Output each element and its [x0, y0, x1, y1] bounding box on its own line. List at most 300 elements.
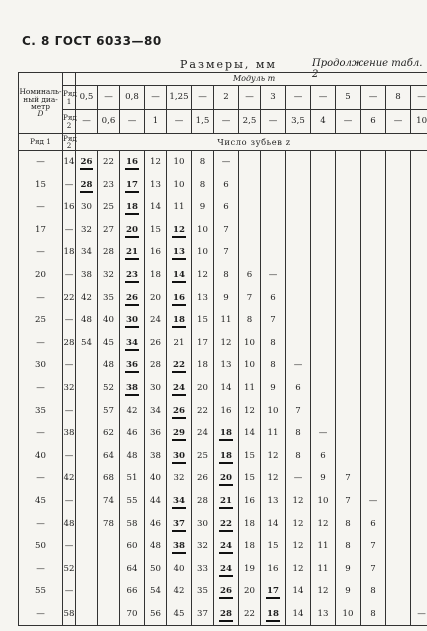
teeth-count-cell: [386, 558, 411, 581]
teeth-count-cell: 34: [167, 490, 192, 513]
teeth-count-cell: [361, 264, 386, 287]
teeth-count-cell: [411, 241, 427, 264]
diameter-row1-cell: 55: [19, 580, 63, 603]
teeth-count-cell: [336, 196, 361, 219]
table-row: [19, 241, 427, 264]
teeth-count-cell: 10: [261, 400, 286, 423]
teeth-count-cell: 8: [192, 151, 214, 174]
teeth-count-cell: [411, 264, 427, 287]
table-row: [19, 513, 427, 536]
teeth-count-cell: 38: [76, 264, 98, 287]
teeth-count-cell: [336, 241, 361, 264]
teeth-count-cell: 8: [214, 264, 239, 287]
diameter-row2-cell: 48: [63, 513, 76, 536]
teeth-count-cell: [411, 422, 427, 445]
teeth-count-cell: 6: [261, 287, 286, 310]
teeth-count-cell: —: [286, 354, 311, 377]
teeth-count-cell: [311, 219, 336, 242]
teeth-count-cell: 6: [286, 377, 311, 400]
teeth-count-cell: 11: [311, 558, 336, 581]
teeth-count-cell: 20: [239, 580, 261, 603]
teeth-count-cell: 14: [167, 264, 192, 287]
diameter-row1-cell: —: [19, 332, 63, 355]
module-value-row2: —: [386, 110, 411, 134]
teeth-count-cell: [386, 422, 411, 445]
teeth-count-cell: [361, 445, 386, 468]
teeth-count-cell: [386, 151, 411, 174]
teeth-count-cell: 29: [167, 422, 192, 445]
teeth-count-cell: 64: [120, 558, 145, 581]
table-row: [19, 445, 427, 468]
teeth-count-cell: [386, 196, 411, 219]
teeth-count-cell: —: [261, 264, 286, 287]
teeth-count-cell: 23: [98, 174, 120, 197]
teeth-count-cell: 24: [214, 558, 239, 581]
table-row: [19, 264, 427, 287]
teeth-count-cell: [311, 264, 336, 287]
module-value-row1: 0,5: [76, 86, 98, 110]
teeth-count-cell: 6: [214, 174, 239, 197]
teeth-count-cell: 32: [98, 264, 120, 287]
teeth-count-cell: 11: [167, 196, 192, 219]
teeth-count-cell: [386, 332, 411, 355]
table-row: [19, 332, 427, 355]
module-value-row1: 0,8: [120, 86, 145, 110]
teeth-count-cell: 20: [145, 287, 167, 310]
teeth-count-cell: 34: [145, 400, 167, 423]
teeth-count-cell: 38: [167, 535, 192, 558]
teeth-count-cell: 8: [286, 422, 311, 445]
teeth-count-cell: [336, 354, 361, 377]
module-value-row2: —: [76, 110, 98, 134]
teeth-count-cell: [411, 400, 427, 423]
teeth-count-cell: 14: [286, 580, 311, 603]
teeth-count-cell: 20: [214, 467, 239, 490]
diameter-row1-cell: —: [19, 603, 63, 626]
teeth-count-cell: [336, 309, 361, 332]
teeth-count-cell: 9: [336, 580, 361, 603]
diameter-row1-cell: —: [19, 241, 63, 264]
teeth-count-cell: [261, 151, 286, 174]
teeth-count-cell: [239, 219, 261, 242]
teeth-count-cell: 10: [311, 490, 336, 513]
teeth-count-cell: [98, 603, 120, 626]
teeth-count-cell: [76, 467, 98, 490]
teeth-count-cell: 7: [286, 400, 311, 423]
diameter-row2-cell: —: [63, 354, 76, 377]
teeth-count-cell: 10: [192, 241, 214, 264]
teeth-count-cell: 38: [145, 445, 167, 468]
teeth-count-cell: 28: [76, 174, 98, 197]
teeth-count-cell: [98, 580, 120, 603]
teeth-count-cell: 46: [145, 513, 167, 536]
teeth-count-cell: 16: [167, 287, 192, 310]
teeth-count-cell: 10: [192, 219, 214, 242]
teeth-count-cell: 18: [145, 264, 167, 287]
teeth-count-cell: [286, 264, 311, 287]
teeth-count-cell: 38: [120, 377, 145, 400]
teeth-count-cell: 60: [120, 535, 145, 558]
teeth-count-cell: 14: [239, 422, 261, 445]
teeth-count-cell: 17: [261, 580, 286, 603]
teeth-count-cell: [76, 603, 98, 626]
diameter-row1-cell: 50: [19, 535, 63, 558]
teeth-count-cell: [361, 377, 386, 400]
teeth-count-cell: 25: [192, 445, 214, 468]
teeth-count-cell: 30: [76, 196, 98, 219]
teeth-count-cell: 22: [98, 151, 120, 174]
diameter-row2-cell: —: [63, 580, 76, 603]
teeth-count-cell: 23: [120, 264, 145, 287]
module-value-row1: —: [98, 86, 120, 110]
module-value-row1: —: [145, 86, 167, 110]
teeth-count-cell: 8: [361, 580, 386, 603]
diameter-row2-cell: —: [63, 490, 76, 513]
teeth-count-cell: [361, 287, 386, 310]
module-value-row1: 2: [214, 86, 239, 110]
diameter-row1-cell: 35: [19, 400, 63, 423]
diameter-row1-cell: 25: [19, 309, 63, 332]
teeth-count-cell: 26: [145, 332, 167, 355]
table-row: [19, 219, 427, 242]
teeth-count-cell: 22: [239, 603, 261, 626]
table-row: [19, 174, 427, 197]
module-value-row1: 5: [336, 86, 361, 110]
teeth-count-cell: 24: [214, 535, 239, 558]
diameter-row2-cell: —: [63, 400, 76, 423]
row2-short-label: Ряд 2: [63, 133, 77, 150]
teeth-count-cell: 14: [261, 513, 286, 536]
module-value-row2: 10: [411, 110, 427, 134]
teeth-count-cell: [336, 151, 361, 174]
teeth-count-cell: 33: [192, 558, 214, 581]
teeth-count-cell: [261, 241, 286, 264]
teeth-count-cell: 13: [214, 354, 239, 377]
teeth-count-cell: 26: [76, 151, 98, 174]
teeth-count-cell: 18: [261, 603, 286, 626]
teeth-count-cell: 7: [214, 241, 239, 264]
teeth-count-cell: 18: [120, 196, 145, 219]
teeth-count-cell: 46: [120, 422, 145, 445]
teeth-count-cell: —: [214, 151, 239, 174]
teeth-count-cell: 8: [361, 603, 386, 626]
teeth-count-cell: [411, 377, 427, 400]
diameter-row1-cell: —: [19, 377, 63, 400]
module-value-row2: —: [120, 110, 145, 134]
teeth-count-cell: [336, 400, 361, 423]
teeth-count-cell: 14: [145, 196, 167, 219]
teeth-count-cell: 55: [120, 490, 145, 513]
module-header: Модуль m: [76, 73, 427, 86]
teeth-count-cell: 64: [98, 445, 120, 468]
teeth-count-cell: [311, 332, 336, 355]
teeth-count-cell: [386, 377, 411, 400]
teeth-count-cell: 28: [214, 603, 239, 626]
diameter-row1-cell: —: [19, 422, 63, 445]
teeth-count-cell: 78: [98, 513, 120, 536]
teeth-count-cell: 8: [336, 535, 361, 558]
teeth-count-cell: 12: [286, 535, 311, 558]
teeth-count-cell: [76, 354, 98, 377]
teeth-count-cell: [411, 287, 427, 310]
teeth-count-cell: [261, 196, 286, 219]
teeth-count-cell: 22: [167, 354, 192, 377]
table-row: [19, 467, 427, 490]
module-value-row1: —: [361, 86, 386, 110]
teeth-count-cell: 13: [311, 603, 336, 626]
teeth-count-cell: [336, 332, 361, 355]
table-row: [19, 490, 427, 513]
teeth-count-cell: [386, 264, 411, 287]
teeth-count-cell: 48: [120, 445, 145, 468]
diameter-row1-cell: 45: [19, 490, 63, 513]
teeth-count-cell: 21: [214, 490, 239, 513]
teeth-count-cell: 32: [192, 535, 214, 558]
teeth-count-cell: 48: [145, 535, 167, 558]
diameter-row2-cell: —: [63, 445, 76, 468]
teeth-count-cell: 16: [145, 241, 167, 264]
teeth-count-cell: [411, 558, 427, 581]
teeth-count-cell: 12: [311, 580, 336, 603]
teeth-count-cell: [386, 445, 411, 468]
teeth-count-cell: [386, 287, 411, 310]
table-row: [19, 535, 427, 558]
teeth-count-cell: [76, 490, 98, 513]
teeth-count-cell: 12: [214, 332, 239, 355]
module-value-row1: 3: [261, 86, 286, 110]
teeth-count-cell: 52: [98, 377, 120, 400]
teeth-count-cell: 15: [145, 219, 167, 242]
teeth-count-cell: [286, 241, 311, 264]
teeth-count-cell: 48: [98, 354, 120, 377]
teeth-count-cell: 21: [167, 332, 192, 355]
teeth-count-cell: [239, 174, 261, 197]
teeth-count-cell: 12: [261, 445, 286, 468]
diameter-row1-cell: —: [19, 151, 63, 174]
teeth-count-cell: 12: [286, 513, 311, 536]
table-row: [19, 196, 427, 219]
teeth-count-cell: [311, 174, 336, 197]
teeth-count-cell: 62: [98, 422, 120, 445]
teeth-count-cell: 56: [145, 603, 167, 626]
teeth-count-cell: 10: [167, 151, 192, 174]
teeth-count-cell: [76, 445, 98, 468]
teeth-count-cell: [386, 241, 411, 264]
teeth-count-cell: [386, 174, 411, 197]
teeth-count-cell: [386, 400, 411, 423]
diameter-row2-cell: —: [63, 535, 76, 558]
teeth-count-cell: 7: [239, 287, 261, 310]
diameter-row2-cell: 28: [63, 332, 76, 355]
module-value-row2: 6: [361, 110, 386, 134]
teeth-count-cell: [361, 219, 386, 242]
table-row: [19, 580, 427, 603]
diameter-row2-cell: 58: [63, 603, 76, 626]
diameter-row2-cell: 14: [63, 151, 76, 174]
teeth-count-cell: [361, 354, 386, 377]
teeth-count-cell: 45: [167, 603, 192, 626]
diameter-row2-cell: 18: [63, 241, 76, 264]
diameter-row1-cell: —: [19, 196, 63, 219]
teeth-count-cell: [411, 151, 427, 174]
teeth-count-cell: 8: [239, 309, 261, 332]
teeth-count-cell: 18: [239, 535, 261, 558]
teeth-count-cell: 40: [98, 309, 120, 332]
module-value-row1: 1,25: [167, 86, 192, 110]
diameter-row1-cell: 30: [19, 354, 63, 377]
teeth-count-cell: 68: [98, 467, 120, 490]
teeth-count-cell: [286, 151, 311, 174]
teeth-count-cell: 15: [192, 309, 214, 332]
teeth-count-cell: 12: [239, 400, 261, 423]
teeth-count-cell: 13: [145, 174, 167, 197]
teeth-count-cell: 54: [145, 580, 167, 603]
teeth-count-cell: 58: [120, 513, 145, 536]
table-row: [19, 309, 427, 332]
table-row: [19, 287, 427, 310]
teeth-count-cell: [336, 264, 361, 287]
teeth-count-cell: [311, 377, 336, 400]
teeth-count-cell: 9: [311, 467, 336, 490]
continuation-caption: Продолжение табл. 2: [312, 58, 423, 80]
teeth-count-cell: 74: [98, 490, 120, 513]
diameter-row2-cell: 52: [63, 558, 76, 581]
teeth-count-cell: 9: [336, 558, 361, 581]
teeth-count-cell: 15: [239, 467, 261, 490]
teeth-count-cell: [386, 580, 411, 603]
teeth-count-cell: [311, 241, 336, 264]
teeth-count-cell: 13: [192, 287, 214, 310]
teeth-count-cell: [239, 241, 261, 264]
teeth-count-cell: [76, 513, 98, 536]
teeth-count-cell: [98, 535, 120, 558]
teeth-count-cell: 6: [361, 513, 386, 536]
table-row: [19, 151, 427, 174]
teeth-count-cell: [76, 535, 98, 558]
teeth-count-cell: 8: [261, 354, 286, 377]
module-value-row2: —: [167, 110, 192, 134]
teeth-count-cell: [311, 287, 336, 310]
teeth-count-cell: 40: [145, 467, 167, 490]
module-value-row1: 8: [386, 86, 411, 110]
teeth-count-cell: 22: [192, 400, 214, 423]
module-value-row1: —: [411, 86, 427, 110]
teeth-count-cell: [361, 196, 386, 219]
diameter-row1-cell: 20: [19, 264, 63, 287]
teeth-count-cell: [361, 422, 386, 445]
teeth-count-cell: [239, 196, 261, 219]
table-row: [19, 354, 427, 377]
teeth-count-cell: 27: [98, 219, 120, 242]
module-value-row2: 4: [311, 110, 336, 134]
row2-label: Ряд 2: [63, 110, 76, 134]
teeth-count-cell: 30: [145, 377, 167, 400]
teeth-count-cell: 24: [145, 309, 167, 332]
teeth-count-cell: 7: [214, 219, 239, 242]
teeth-count-cell: 16: [120, 151, 145, 174]
diameter-row2-cell: —: [63, 174, 76, 197]
teeth-count-cell: 10: [239, 354, 261, 377]
teeth-count-cell: [361, 467, 386, 490]
teeth-count-cell: 12: [286, 558, 311, 581]
teeth-count-cell: [361, 241, 386, 264]
teeth-count-cell: 7: [336, 467, 361, 490]
teeth-count-cell: 7: [361, 535, 386, 558]
teeth-count-cell: [361, 400, 386, 423]
teeth-count-cell: 6: [214, 196, 239, 219]
teeth-count-cell: [411, 445, 427, 468]
teeth-count-cell: 8: [286, 445, 311, 468]
teeth-count-cell: 9: [214, 287, 239, 310]
teeth-count-cell: 16: [261, 558, 286, 581]
teeth-count-cell: 10: [167, 174, 192, 197]
teeth-count-cell: [386, 467, 411, 490]
teeth-count-cell: [411, 309, 427, 332]
module-value-row1: —: [239, 86, 261, 110]
teeth-count-cell: —: [411, 603, 427, 626]
gear-teeth-table: [18, 72, 427, 626]
teeth-count-cell: [386, 513, 411, 536]
teeth-count-cell: 37: [192, 603, 214, 626]
module-value-row2: —: [214, 110, 239, 134]
module-value-row2: —: [261, 110, 286, 134]
diameter-row1-cell: —: [19, 513, 63, 536]
teeth-count-cell: 15: [239, 445, 261, 468]
teeth-count-cell: 51: [120, 467, 145, 490]
teeth-count-cell: 12: [192, 264, 214, 287]
teeth-count-cell: [76, 558, 98, 581]
teeth-count-cell: [411, 174, 427, 197]
teeth-count-cell: 20: [120, 219, 145, 242]
teeth-count-cell: [411, 219, 427, 242]
table-row: [19, 558, 427, 581]
teeth-count-cell: 26: [120, 287, 145, 310]
teeth-count-cell: 12: [167, 219, 192, 242]
teeth-count-cell: 44: [145, 490, 167, 513]
teeth-count-cell: [411, 196, 427, 219]
teeth-count-cell: 6: [239, 264, 261, 287]
teeth-count-cell: [286, 287, 311, 310]
teeth-count-cell: [336, 377, 361, 400]
teeth-count-cell: [361, 151, 386, 174]
teeth-count-cell: [76, 580, 98, 603]
teeth-count-cell: [411, 490, 427, 513]
diameter-row1-cell: —: [19, 558, 63, 581]
teeth-count-cell: 48: [76, 309, 98, 332]
teeth-count-cell: 25: [98, 196, 120, 219]
teeth-count-cell: [261, 219, 286, 242]
teeth-count-cell: 18: [214, 422, 239, 445]
module-value-row2: 1: [145, 110, 167, 134]
diameter-row2-cell: —: [63, 264, 76, 287]
teeth-count-cell: 12: [261, 467, 286, 490]
teeth-count-cell: [336, 174, 361, 197]
teeth-count-cell: 30: [120, 309, 145, 332]
diameter-row1-cell: —: [19, 287, 63, 310]
teeth-count-cell: 17: [192, 332, 214, 355]
diameter-row2-cell: 16: [63, 196, 76, 219]
teeth-count-cell: 11: [311, 535, 336, 558]
teeth-count-cell: 16: [239, 490, 261, 513]
table-row: [19, 377, 427, 400]
diameter-row2-cell: 38: [63, 422, 76, 445]
teeth-count-cell: 7: [361, 558, 386, 581]
teeth-count-cell: 34: [76, 241, 98, 264]
teeth-count-cell: 21: [120, 241, 145, 264]
teeth-count-cell: 18: [192, 354, 214, 377]
teeth-count-cell: [386, 309, 411, 332]
teeth-count-cell: [386, 535, 411, 558]
